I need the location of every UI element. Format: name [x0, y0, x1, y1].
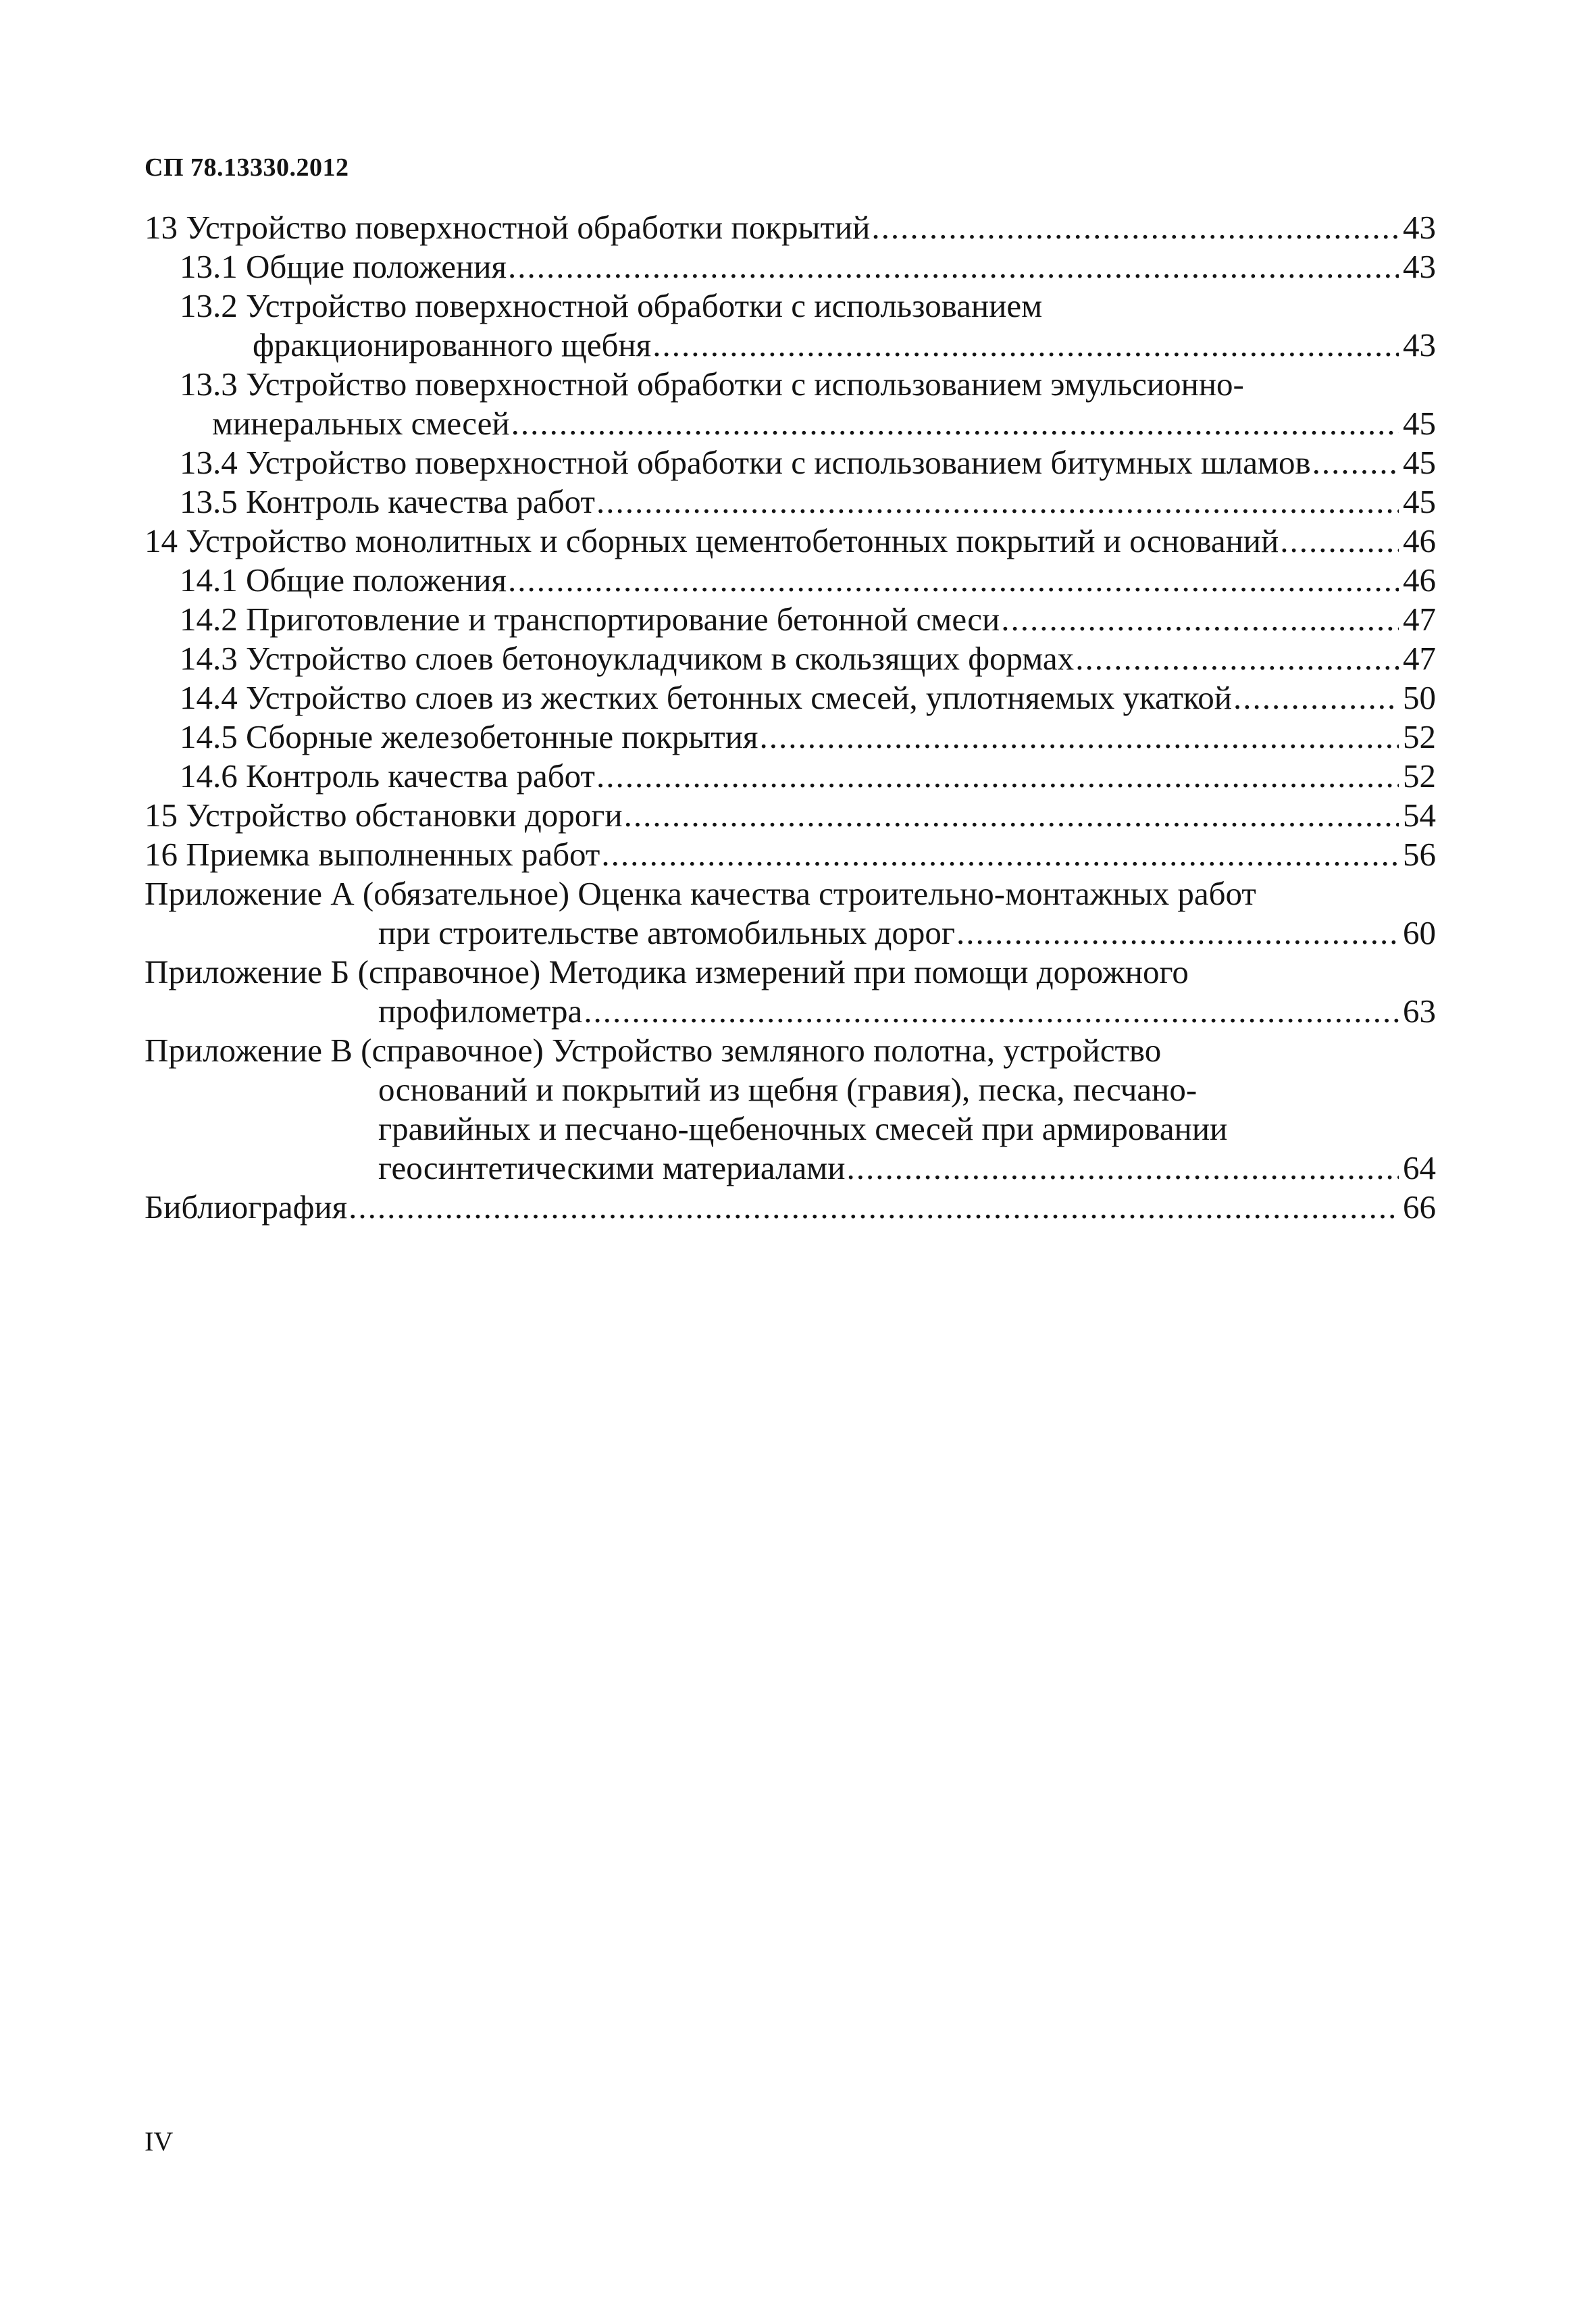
toc-entry-14-4[interactable]	[145, 678, 1436, 718]
toc-entry-text: 13.2 Устройство поверхностной обработки с использованием	[180, 287, 1043, 324]
toc-entry-14-1[interactable]	[145, 561, 1436, 600]
toc-entry-text: 13.1 Общие положения	[180, 248, 507, 285]
toc-page-number: 45	[1403, 405, 1436, 442]
toc-page-number: 46	[1403, 522, 1436, 559]
leader-dots	[601, 835, 1399, 874]
toc-entry-14-6[interactable]	[145, 757, 1436, 796]
leader-dots	[652, 326, 1399, 365]
toc-entry-text: 14 Устройство монолитных и сборных цементобетонных покрытий и оснований	[145, 522, 1279, 559]
toc-entry-text-continued: при строительстве автомобильных дорог	[378, 914, 956, 951]
leader-dots	[624, 796, 1399, 835]
toc-page-number: 43	[1403, 326, 1436, 363]
toc-entry-text: Приложение Б (справочное) Методика измерений при помощи дорожного	[145, 953, 1189, 990]
toc-entry-appendix-b[interactable]	[145, 953, 1436, 1031]
leader-dots	[1075, 639, 1399, 678]
leader-dots	[596, 757, 1399, 796]
document-code: СП 78.13330.2012	[145, 153, 349, 182]
leader-dots	[349, 1188, 1399, 1227]
toc-entry-appendix-v[interactable]	[145, 1031, 1436, 1188]
toc-entry-text: 14.5 Сборные железобетонные покрытия	[180, 718, 758, 755]
toc-entry-text: 13.5 Контроль качества работ	[180, 483, 595, 520]
toc-page-number: 56	[1403, 836, 1436, 873]
toc-entry-text-continued: минеральных смесей	[212, 405, 510, 442]
toc-page-number: 46	[1403, 561, 1436, 599]
toc-entry-text-continued: гравийных и песчано-щебеночных смесей при армировании	[378, 1110, 1228, 1147]
toc-entry-14[interactable]	[145, 522, 1436, 561]
leader-dots	[846, 1149, 1399, 1188]
toc-page-number: 52	[1403, 718, 1436, 755]
toc-entry-text: 14.3 Устройство слоев бетоноукладчиком в скользящих формах	[180, 640, 1075, 677]
toc-entry-16[interactable]	[145, 835, 1436, 874]
toc-entry-text: 13 Устройство поверхностной обработки покрытий	[145, 209, 871, 246]
leader-dots	[759, 718, 1399, 757]
toc-page-number: 52	[1403, 757, 1436, 795]
toc-page-number: 60	[1403, 914, 1436, 951]
toc-entry-13-1[interactable]	[145, 247, 1436, 286]
toc-entry-text: 13.3 Устройство поверхностной обработки с использованием эмульсионно-	[180, 366, 1244, 403]
toc-entry-text-continued: геосинтетическими материалами	[378, 1149, 846, 1186]
page-number-roman: IV	[145, 2126, 174, 2157]
toc-page-number: 66	[1403, 1188, 1436, 1226]
leader-dots	[871, 208, 1399, 247]
toc-entry-text: Приложение А (обязательное) Оценка качества строительно-монтажных работ	[145, 875, 1256, 912]
leader-dots	[1001, 600, 1399, 639]
toc-entry-text: 14.4 Устройство слоев из жестких бетонных смесей, уплотняемых укаткой	[180, 679, 1232, 716]
toc-page-number: 54	[1403, 797, 1436, 834]
leader-dots	[1233, 678, 1399, 718]
toc-entry-text: 16 Приемка выполненных работ	[145, 836, 600, 873]
toc-page-number: 43	[1403, 248, 1436, 285]
toc-entry-text-continued: оснований и покрытий из щебня (гравия), песка, песчано-	[378, 1071, 1198, 1108]
toc-page-number: 45	[1403, 483, 1436, 520]
toc-entry-text-continued: фракционированного щебня	[253, 326, 652, 363]
toc-entry-text: 14.6 Контроль качества работ	[180, 757, 595, 795]
leader-dots	[508, 561, 1399, 600]
leader-dots	[508, 247, 1399, 286]
toc-entry-text: Приложение В (справочное) Устройство земляного полотна, устройство	[145, 1032, 1162, 1069]
leader-dots	[1280, 522, 1399, 561]
leader-dots	[596, 482, 1399, 522]
toc-entry-text: 13.4 Устройство поверхностной обработки с использованием битумных шламов	[180, 444, 1311, 481]
toc-entry-bibliography[interactable]	[145, 1188, 1436, 1227]
toc-entry-text: 14.2 Приготовление и транспортирование бетонной смеси	[180, 601, 1000, 638]
toc-page-number: 43	[1403, 209, 1436, 246]
toc-entry-text: Библиография	[145, 1188, 348, 1226]
toc-entry-14-5[interactable]	[145, 718, 1436, 757]
toc-entry-13-3[interactable]	[145, 365, 1436, 443]
toc-entry-13[interactable]	[145, 208, 1436, 247]
toc-entry-15[interactable]	[145, 796, 1436, 835]
toc-page-number: 64	[1403, 1149, 1436, 1186]
toc-entry-text-continued: профилометра	[378, 992, 583, 1030]
toc-entry-13-5[interactable]	[145, 482, 1436, 522]
toc-page-number: 47	[1403, 601, 1436, 638]
leader-dots	[584, 992, 1399, 1031]
toc-entry-13-2[interactable]	[145, 286, 1436, 365]
toc-entry-text: 15 Устройство обстановки дороги	[145, 797, 623, 834]
toc-entry-appendix-a[interactable]	[145, 874, 1436, 953]
toc-page-number: 47	[1403, 640, 1436, 677]
toc-entry-text: 14.1 Общие положения	[180, 561, 507, 599]
toc-entry-14-2[interactable]	[145, 600, 1436, 639]
toc-page-number: 50	[1403, 679, 1436, 716]
leader-dots	[1312, 443, 1399, 482]
leader-dots	[956, 913, 1399, 953]
toc-page-number: 45	[1403, 444, 1436, 481]
table-of-contents	[145, 208, 1436, 1227]
toc-entry-14-3[interactable]	[145, 639, 1436, 678]
leader-dots	[511, 404, 1399, 443]
toc-page-number: 63	[1403, 992, 1436, 1030]
toc-entry-13-4[interactable]	[145, 443, 1436, 482]
